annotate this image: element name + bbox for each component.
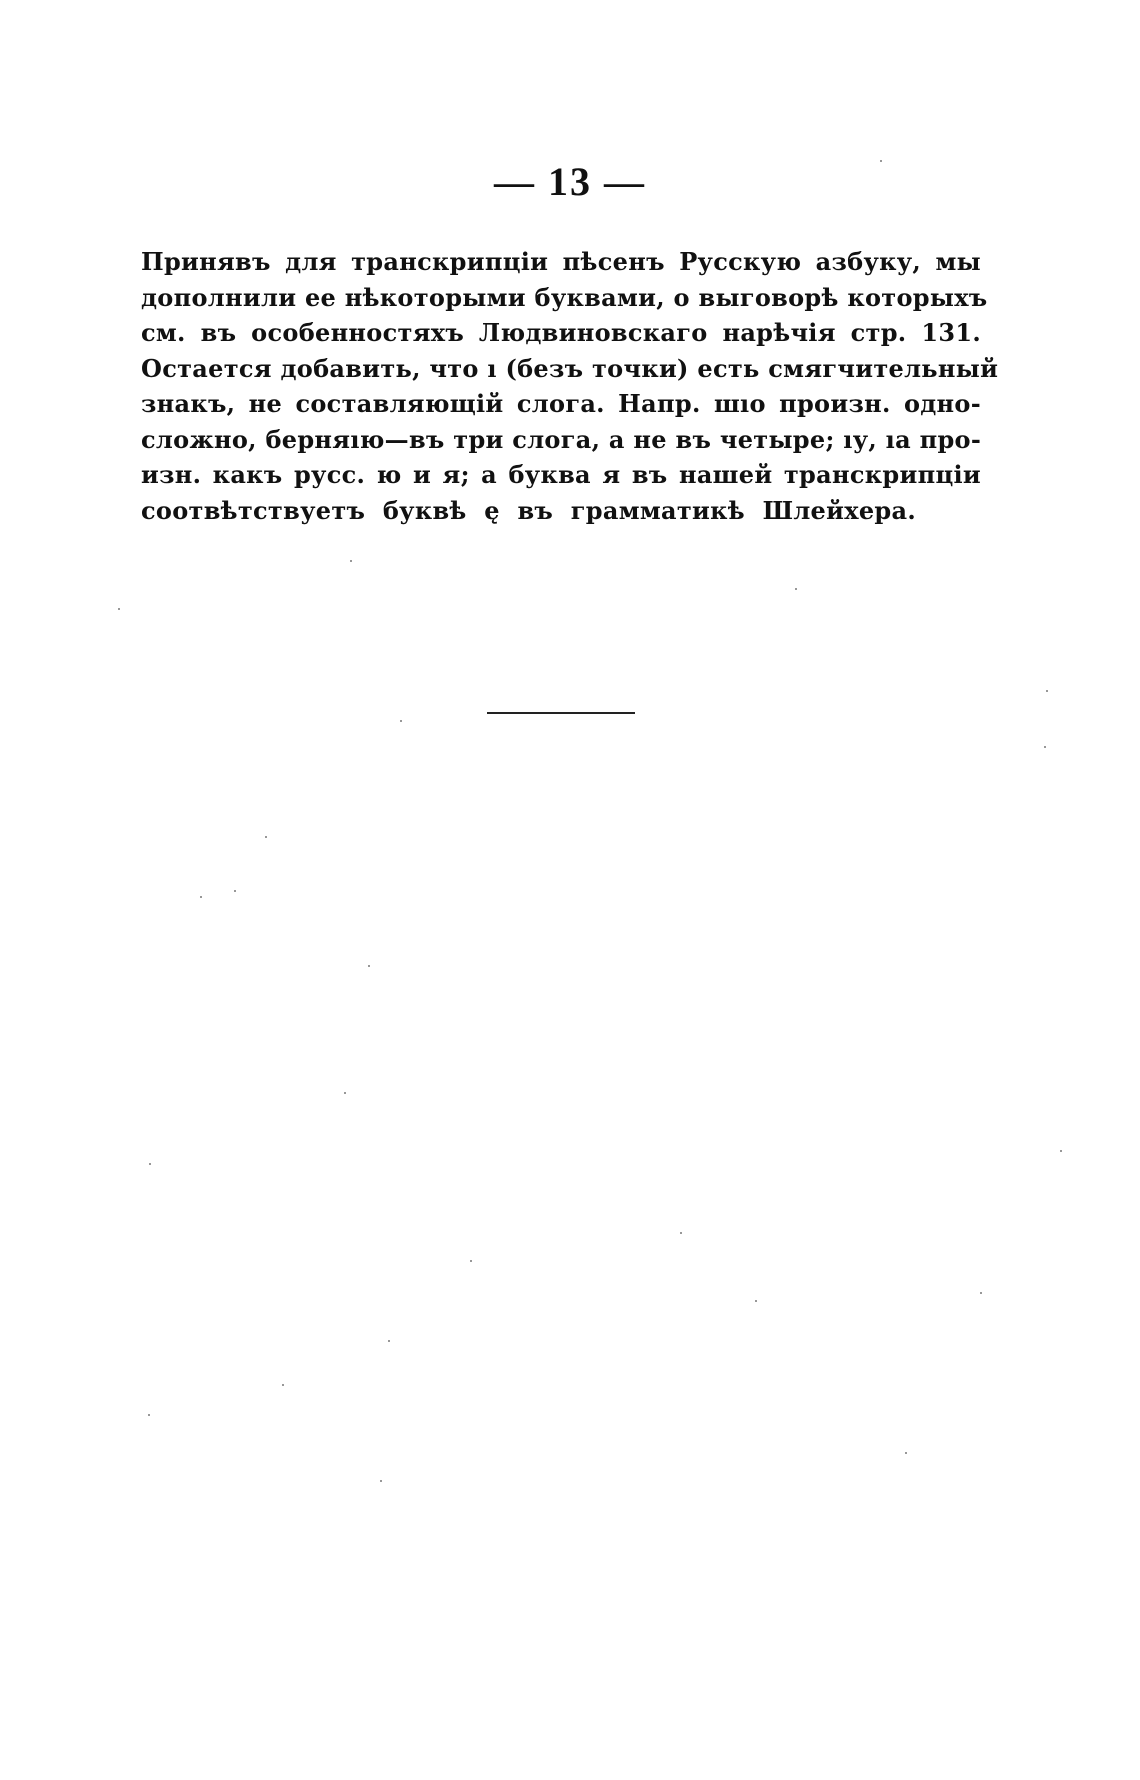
scan-speck [118,608,120,610]
scan-speck [344,1092,346,1094]
text-line: Остается добавить, что ı (безъ точки) есть смягчительный [141,353,999,383]
scan-speck [980,1292,982,1294]
page-number: — 13 — [494,159,646,204]
scan-speck [148,1414,150,1416]
scan-speck [388,1340,390,1342]
scan-speck [380,1480,382,1482]
text-line: знакъ, не составляющій слога. Напр. шıо произн. одно- [141,389,981,418]
scan-speck [350,560,352,562]
scan-speck [470,1260,472,1262]
scan-speck [1046,690,1048,692]
scan-speck [149,1163,151,1165]
text-line: изн. какъ русс. ю и я; а буква я въ нашей транскрипціи [141,460,981,489]
scan-speck [265,836,267,838]
section-divider [487,712,635,714]
scan-speck [400,720,402,722]
text-line: см. въ особенностяхъ Людвиновскаго нарѣчія стр. 131. [141,318,981,347]
scan-speck [282,1384,284,1386]
scan-speck [368,965,370,967]
scan-speck [795,588,797,590]
body-paragraph [141,244,999,528]
scan-speck [755,1300,757,1302]
text-line: сложно, берняıю—въ три слога, а не въ четыре; ıу, ıа про- [141,424,982,454]
text-line: соотвѣтствуетъ буквѣ ę въ грамматикѣ Шлейхера. [141,495,916,525]
text-line: Принявъ для транскрипціи пѣсенъ Русскую азбуку, мы [141,247,981,276]
scan-speck [200,896,202,898]
text-line: дополнили ее нѣкоторыми буквами, о выговорѣ которыхъ [141,282,988,312]
scan-speck [905,1452,907,1454]
scan-speck [1044,746,1046,748]
scan-speck [680,1232,682,1234]
scan-speck [1060,1150,1062,1152]
scan-speck [234,890,236,892]
scan-speck [880,160,882,162]
